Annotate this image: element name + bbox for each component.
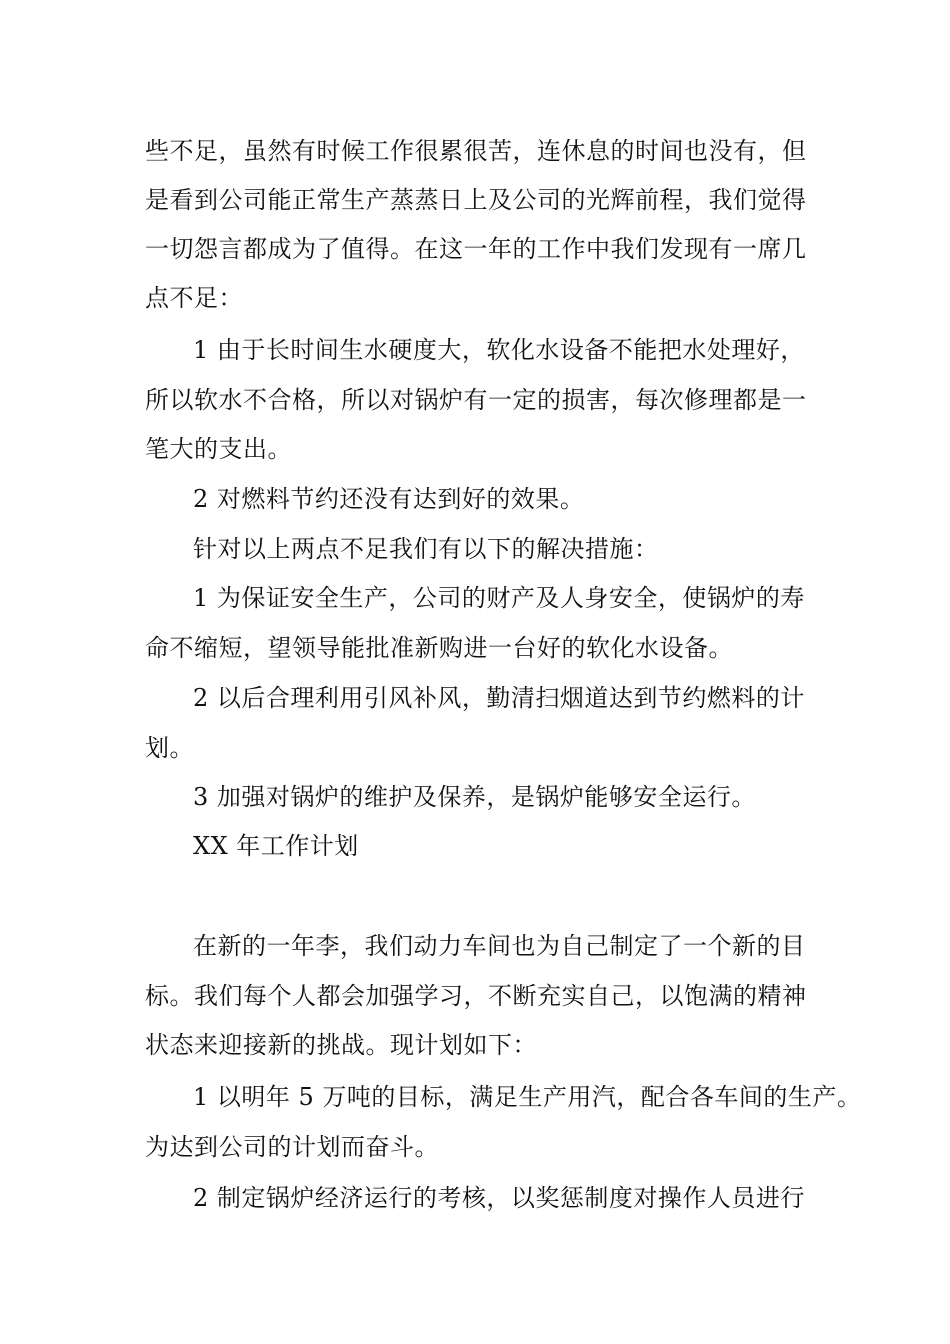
text-line: 点不足： — [145, 284, 243, 312]
text-line: 在新的一年李，我们动力车间也为自己制定了一个新的目 — [193, 932, 806, 960]
text-line: 1 由于长时间生水硬度大，软化水设备不能把水处理好， — [193, 336, 805, 364]
text-line: 是看到公司能正常生产蒸蒸日上及公司的光辉前程，我们觉得 — [145, 186, 807, 214]
text-line: 状态来迎接新的挑战。现计划如下： — [145, 1031, 537, 1059]
section-heading: XX 年工作计划 — [193, 832, 359, 860]
text-line: 1 为保证安全生产，公司的财产及人身安全，使锅炉的寿 — [193, 584, 805, 612]
text-line: 一切怨言都成为了值得。在这一年的工作中我们发现有一席几 — [145, 235, 807, 263]
text-line: 标。我们每个人都会加强学习，不断充实自己，以饱满的精神 — [145, 982, 807, 1010]
text-line: 2 制定锅炉经济运行的考核，以奖惩制度对操作人员进行 — [193, 1184, 805, 1212]
text-line: 3 加强对锅炉的维护及保养，是锅炉能够安全运行。 — [193, 783, 756, 811]
text-line: 所以软水不合格，所以对锅炉有一定的损害，每次修理都是一 — [145, 386, 807, 414]
text-line: 2 对燃料节约还没有达到好的效果。 — [193, 485, 585, 513]
text-line: 针对以上两点不足我们有以下的解决措施： — [193, 535, 659, 563]
text-line: 为达到公司的计划而奋斗。 — [145, 1133, 439, 1161]
text-line: 2 以后合理利用引风补风，勤清扫烟道达到节约燃料的计 — [193, 684, 805, 712]
text-line: 笔大的支出。 — [145, 435, 292, 463]
text-line: 命不缩短，望领导能批准新购进一台好的软化水设备。 — [145, 634, 733, 662]
text-line: 划。 — [145, 734, 194, 762]
text-line: 1 以明年 5 万吨的目标，满足生产用汽，配合各车间的生产。 — [193, 1083, 862, 1111]
text-line: 些不足，虽然有时候工作很累很苦，连休息的时间也没有，但 — [145, 137, 807, 165]
